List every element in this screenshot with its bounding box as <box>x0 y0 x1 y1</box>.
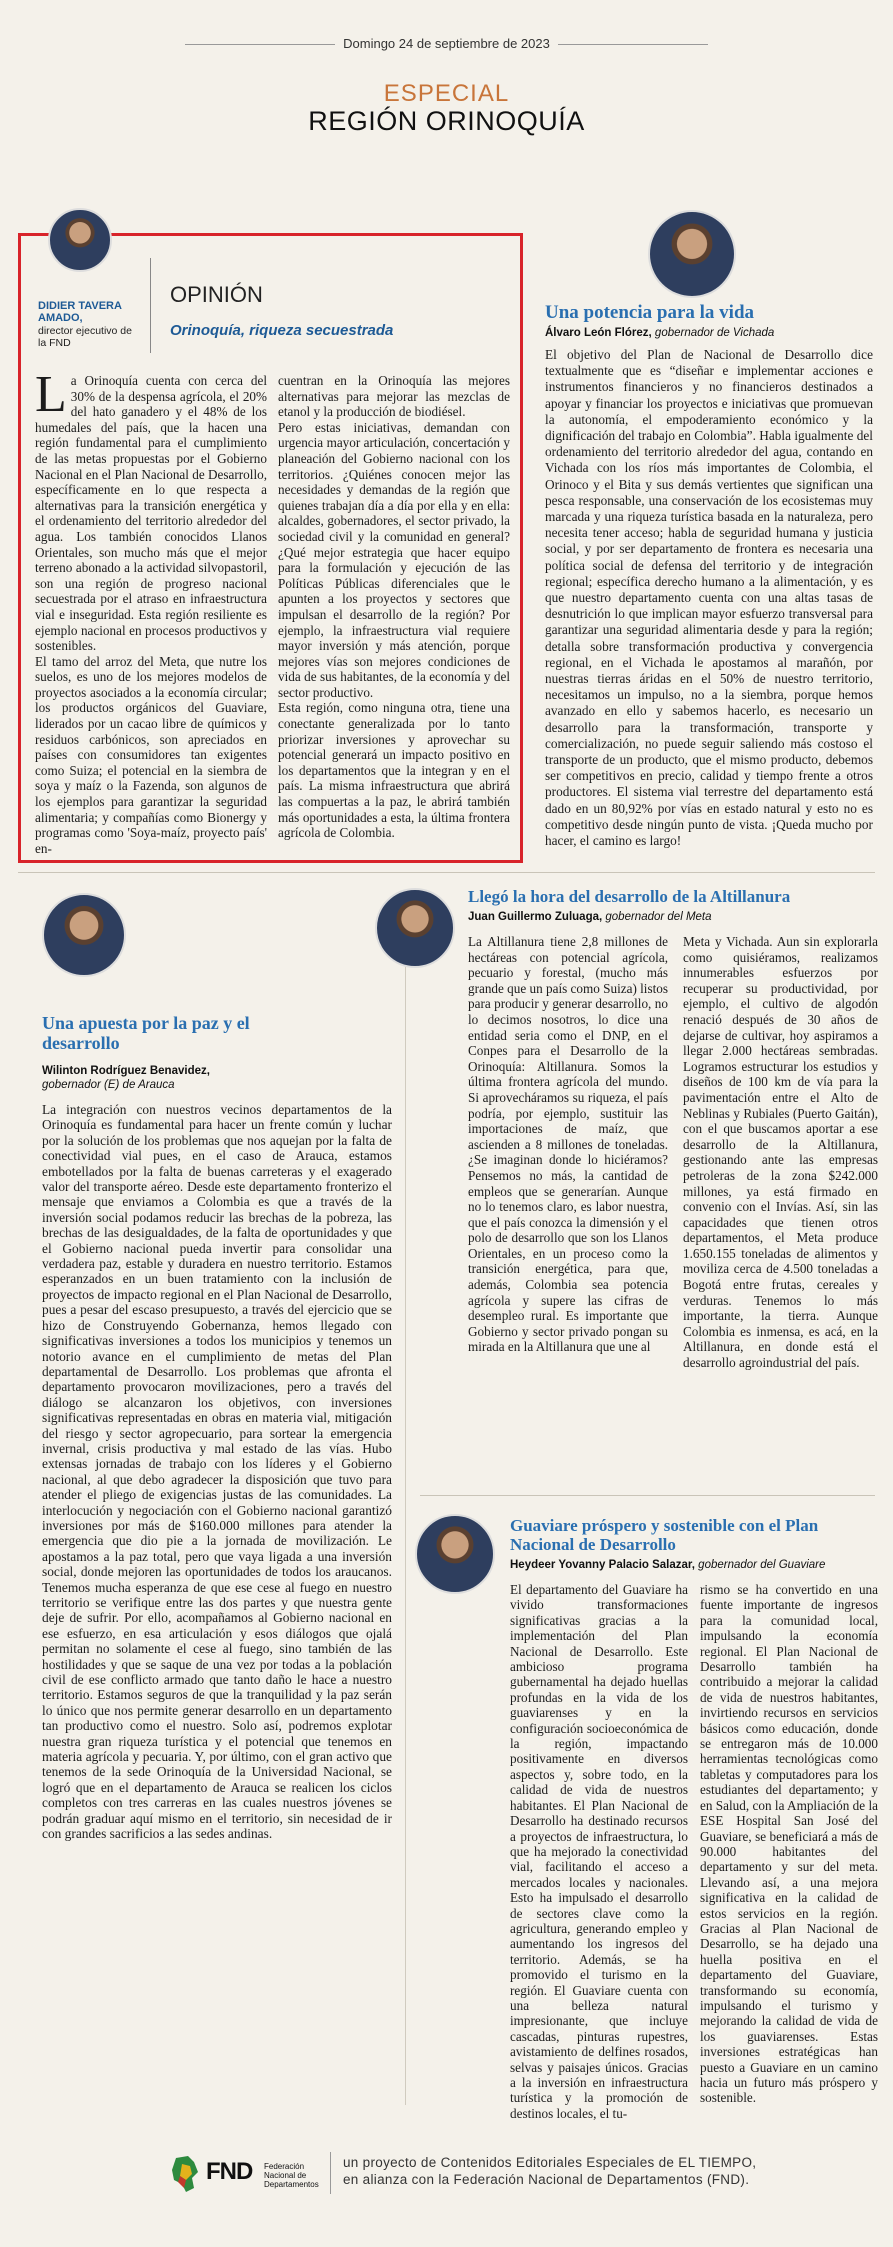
opinion-paragraph-1: a Orinoquía cuenta con cerca del 30% de la despensa agrícola, el 20% del hato ganadero y el 48% de los humedales del país, que la hacen una región fundamental para el cumplimiento de las metas propuestas por el Gobierno Nacional en el Plan Nacional de Desarrollo, específicamente en lo que respecta a alternativas para la transición energética y el ordenamiento del territorio alrededor del agua. Los también conocidos Llanos Orientales, son mucho más que el mejor terreno abonado a la actividad silvopastoril, son una región de progreso nacional secuestrada por el atraso en infraestructura vial e inseguridad. Esta región resiliente es ejemplo nacional en procesos productivos y sostenibles. <box>35 373 267 654</box>
vichada-headline: Una potencia para la vida <box>545 302 755 323</box>
guaviare-column-2 <box>700 1582 878 2107</box>
footer-credits <box>343 2154 793 2188</box>
arauca-author-name: Wilinton Rodríguez Benavidez, <box>42 1065 210 1077</box>
arauca-paragraph: La integración con nuestros vecinos departamentos de la Orinoquía es fundamental para hacer un frente común y luchar por la solución de los problemas que nos aquejan por la falta de conectividad vial pues, en el caso de Arauca, estamos embotellados por la falta de buenas carreteras y el exagerado valor del transporte aéreo. Desde este departamento fronterizo el mensaje que enviamos a Colombia es que a través de la inversión social podamos reducir las brechas de la pobreza, las brechas de las desigualdades, de la falta de oportunidades y que el Gobierno nacional pueda invertir para consolidar una verdadera paz, estable y duradera en nuestro territorio. Estamos esperanzados en un buen tratamiento con la inclusión de proyectos de impacto regional en el Plan Nacional de Desarrollo, pues a pesar del escaso presupuesto, a través del ejercicio que se hizo de Construyendo Gobernanza, hemos llegado con significativas inversiones a todos los municipios y tenemos un notorio avance en el cumplimiento de metas del Plan departamental de Desarrollo. Los problemas que afronta el departamento provocaron movilizaciones, pero a través del diálogo se alcanzaron los objetivos, con inversiones significativas representadas en obras en materia vial, mitigación del riesgo y sector agropecuario, para sortear la emergencia invernal, crisis productiva y mal estado de las vías. Hubo extensas jornadas de trabajo con los líderes y el Gobierno nacional, al que debo agradecer la disposición que tuvo para atender el pliego de exigencias justas de las comunidades. La interlocución y negociación con el Gobierno nacional garantizó inversiones por más de $160.000 millones para atender la emergencia que dio pie a la jornada de movilización. Le apostamos a la paz total, pero que vaya ligada a una inversión social, donde mejoren las oportunidades de todos los araucanos. Tenemos mucha esperanza de que ese cese al fuego en nuestro territorio se verifique entre las dos partes y que nuestra gente deje de sufrir. Por ello, acompañamos al Gobierno nacional en ese esfuerzo, en esa articulación y esos diálogos que ojalá permitan no solamente el cese al fuego, sino también de las hostilidades y que se saque de una vez por todas a la población civil de ese conflicto armado que tanto daño le hace a nuestro territorio. Estamos seguros de que la tranquilidad y la paz serán lo único que nos permite generar desarrollo en un departamento tan productivo como el nuestro. Solo así, podremos explotar nuestra gran riqueza turística y el potencial que tenemos en materia agrícola y pecuaria. Y, por último, con el gran activo que tenemos de la sede Orinoquía de la Universidad Nacional, se logró que en el departamento de Arauca se realicen los ciclos completos con tres carreras en las cuales nuestros jóvenes se podrán graduar aquí mismo en el territorio, sin necesidad de ir con grandes sacrificios a las sedes andinas. <box>42 1102 392 1842</box>
meta-paragraph-1: La Altillanura tiene 2,8 millones de hectáreas con potencial agrícola, pecuario y forestal, (mucho más grande que un país como Suiza) listos para producir y generar desarrollo, no lo decimos nosotros, lo dice una entidad seria como el DNP, en el Conpes para el Desarrollo de la Orinoquía: Altillanura. Somos la última frontera agrícola del mundo. Si aprovecháramos su riqueza, el país podría, por ejemplo, sustituir las importaciones de maíz, que ascienden a 8 millones de toneladas. ¿Se imaginan donde lo hiciéramos? Pensemos no más, la cantidad de empleos que se generarían. Aunque no lo tenemos claro, es labor nuestra, que el país conozca la dimensión y el polo de desarrollo que son los Llanos Orientales, en un proceso como la transición energética, para que, además, Colombia sea potencia agrícola y supere las cifras de desempleo rural. Es importante que Gobierno y sector privado pongan su mirada en la Altillanura que une al <box>468 934 668 1355</box>
arauca-author <box>42 1064 282 1092</box>
vichada-author <box>545 327 875 339</box>
opinion-author-role: director ejecutivo de la FND <box>38 325 132 349</box>
footer-line-1: un proyecto de Contenidos Editoriales Especiales de EL TIEMPO, <box>343 2155 757 2170</box>
opinion-paragraph-2: El tamo del arroz del Meta, que nutre los suelos, es uno de los mejores modelos de proyectos asociados a la economía circular; los productos orgánicos del Guaviare, liderados por un cacao libre de químicos y residuos carbónicos, son apreciados en países con consumidores tan exigentes como Suiza; el potencial en la siembra de soya y maíz o la Fazenda, son algunos de los ejemplos para garantizar la seguridad alimentaria; y compañías como Bionergy y programas como 'Soya-maíz, proyecto país' en- <box>35 653 267 856</box>
guaviare-author-role: gobernador del Guaviare <box>698 1559 826 1571</box>
opinion-vertical-rule <box>150 258 151 353</box>
guaviare-author-name: Heydeer Yovanny Palacio Salazar, <box>510 1559 695 1571</box>
opinion-author-name: DIDIER TAVERA AMADO, <box>38 300 122 324</box>
opinion-headline: Orinoquía, riqueza secuestrada <box>170 322 394 339</box>
page-title: REGIÓN ORINOQUÍA <box>308 106 585 136</box>
vichada-paragraph: El objetivo del Plan de Nacional de Desarrollo dice textualmente que es “diseñar e implementar acciones e instrumentos financieros y no financieros destinados a apoyar y financiar los proyectos e iniciativas que promuevan la autonomía, el empoderamiento económico y la dignificación del trabajo en Colombia”. Habla igualmente del ordenamiento del territorio alrededor del agua, contando en Vichada con los ríos más importantes de Colombia, el Orinoco y el Bita y sus demás vertientes que significan una pesca responsable, una conservación de los ecosistemas muy marcada y una riqueza turística basada en la naturaleza, pero necesita tener acceso; habla de seguridad humana y justicia social, y por ser departamento de frontera es necesaria una política social de defensa del territorio y de integración regional; específica derecho humano a la alimentación, y es que nuestro departamento cuenta con una altas tasas de desnutrición lo que implican mayor esfuerzo transversal para garantizar una seguridad alimentaria desde y para la región; detalla sobre transformación productiva y convergencia regional, en el Vichada le apostamos al marañón, por nuestras tierras áridas en el 50% de nuestro territorio, necesitamos un impulso, no a la siembra, porque hemos avanzado en ello y sabemos hacerlo, es necesario un desarrollo para la transformación, transporte y comercialización, no puede seguir saliendo más costoso el transporte de un producto, que el mismo producto, debemos ser competitivos en precio, calidad y tiempo frente a otros productores. El sistema vial terrestre del departamento está dado en un 80,92% por vías en estado natural y esto no es competitivo desde ningún punto de vista. ¡Queda mucho por hacer, el camino es largo! <box>545 347 873 849</box>
guaviare-author <box>510 1559 880 1571</box>
opinion-paragraph-5: Esta región, como ninguna otra, tiene una conectante generalizada por lo tanto priorizar inversiones y aprovechar su potencial generará un impacto positivo en los departamentos que la integran y en el país. La misma infraestructura que abrirá las compuertas a la paz, le abrirá también más oportunidades a esta, la última frontera agrícola de Colombia. <box>278 700 510 841</box>
vichada-author-name: Álvaro León Flórez, <box>545 327 652 339</box>
fnd-logo-subtitle: Federación Nacional de Departamentos <box>264 2162 319 2189</box>
opinion-column-1 <box>35 366 267 856</box>
guaviare-column-1 <box>510 1582 688 2121</box>
opinion-paragraph-4: Pero estas iniciativas, demandan con urgencia mayor articulación, concertación y planeación del Gobierno nacional con los territorios. ¿Quiénes conocen mejor las necesidades y demandas de la región que quienes trabajan día a día por ella y en ella: alcaldes, gobernadores, el sector privado, la sociedad civil y la comunidad en general? ¿Qué mejor estrategia que hacer equipo para la formulación y ejecución de las Políticas Públicas diferenciales que le apunten a los proyectos y sectores que impulsan el desarrollo de la región? Por ejemplo, la infraestructura vial requiere mayor inversión y más atención, porque mejores vías son mejores condiciones de vida de sus habitantes, de la economía y del sector productivo. <box>278 419 510 700</box>
dateline-rule-right <box>558 44 708 45</box>
section-divider <box>18 872 875 873</box>
column-rule <box>405 890 406 2105</box>
meta-headline: Llegó la hora del desarrollo de la Altillanura <box>468 887 791 906</box>
fnd-logo <box>168 2150 318 2200</box>
guaviare-paragraph-1: El departamento del Guaviare ha vivido transformaciones significativas gracias a la implementación del Plan Nacional de Desarrollo. Este ambicioso programa gubernamental ha dejado huellas profundas en la vida de los guaviarenses y en la configuración socioeconómica de la región, impactando positivamente en diversos aspectos y, sobre todo, en la calidad de vida de nuestros habitantes. El Plan Nacional de Desarrollo ha destinado recursos a proyectos de infraestructura, lo que ha mejorado la conectividad vial, facilitando el acceso a mercados locales y nacionales. Esto ha impulsado el desarrollo de sectores clave como la agricultura, generando empleo y aumentando los ingresos del territorio. Además, se ha promovido el turismo en la región. El Guaviare cuenta con una belleza natural impresionante, que incluye cascadas, pinturas rupestres, avistamiento de delfines rosados, selvas y paisajes únicos. Gracias a la inversión en infraestructura turística y la promoción de destinos locales, el tu- <box>510 1582 688 2121</box>
meta-author-role: gobernador del Meta <box>605 911 712 923</box>
arauca-author-photo <box>42 893 126 977</box>
vichada-author-role: gobernador de Vichada <box>654 327 775 339</box>
arauca-author-role: gobernador (E) de Arauca <box>42 1079 175 1091</box>
footer-rule <box>330 2152 331 2194</box>
vichada-author-photo <box>648 210 736 298</box>
guaviare-headline: Guaviare próspero y sostenible con el Plan Nacional de Desarrollo <box>510 1516 819 1554</box>
section-label: ESPECIAL <box>383 80 510 107</box>
guaviare-author-photo <box>415 1514 495 1594</box>
meta-guaviare-divider <box>420 1495 875 1496</box>
guaviare-paragraph-2: rismo se ha convertido en una fuente importante de ingresos para la comunidad local, impulsando la economía regional. El Plan Nacional de Desarrollo también ha contribuido a mejorar la calidad de vida de nuestros habitantes, invirtiendo recursos en servicios básicos como educación, donde se entregaron más de 10.000 herramientas tecnológicas como tabletas y computadores para los estudiantes del departamento; y en Salud, con la Ampliación de la ESE Hospital San José del Guaviare, se beneficiará a más de 90.000 habitantes del departamento y sur del meta. Llevando así, a una mejora significativa en la calidad de estos servicios en la región. Gracias al Plan Nacional de Desarrollo, se ha dejado una huella positiva en el departamento del Guaviare, transformando su economía, impulsando el turismo y mejorando la calidad de vida de los guaviarenses. Estas inversiones estratégicas han puesto a Guaviare en un camino hacia un futuro más próspero y sostenible. <box>700 1582 878 2106</box>
opinion-author-photo <box>48 208 112 272</box>
date-text: Domingo 24 de septiembre de 2023 <box>343 36 550 51</box>
arauca-body <box>42 1102 392 2104</box>
meta-paragraph-2: Meta y Vichada. Aun sin explorarla como quisiéramos, realizamos innumerables esfuerzos por recuperar su productividad, por ejemplo, el cultivo de algodón renació después de 30 años de dejarse de cultivar, hoy aspiramos a llegar 2.000 hectáreas sembradas. Logramos estructurar los estudios y diseños de 100 km de vía para la pavimentación entre el Alto de Neblinas y Rubiales (Puerto Gaitán), con el que buscamos aportar a ese desarrollo de la Altillanura, gestionando ante las empresas petroleras de la zona $242.000 millones, ya está firmado en convenio con el Invías. Así, sin las capacidades que tienen otros departamentos, el Meta produce 1.650.155 toneladas de alimentos y moviliza cerca de 4.500 toneladas a Bogotá entre frutas, cereales y verduras. Tenemos lo más importante, la tierra. Aunque Colombia es inmensa, es acá, en la Altillanura, en donde está el desarrollo agroindustrial del país. <box>683 934 878 1371</box>
opinion-paragraph-3: cuentran en la Orinoquía las mejores alternativas para mejorar las mezclas de etanol y la producción de biodiésel. <box>278 373 510 420</box>
footer-line-2: en alianza con la Federación Nacional de Departamentos (FND). <box>343 2172 750 2187</box>
dateline <box>0 36 893 51</box>
meta-author <box>468 911 878 923</box>
meta-author-photo <box>375 888 455 968</box>
meta-column-2 <box>683 934 878 1474</box>
opinion-label: OPINIÓN <box>170 282 263 307</box>
vichada-body <box>545 347 873 855</box>
meta-author-name: Juan Guillermo Zuluaga, <box>468 911 603 923</box>
colombia-map-icon <box>168 2154 202 2194</box>
arauca-headline: Una apuesta por la paz y el desarrollo <box>42 1013 250 1053</box>
opinion-dropcap: L <box>35 366 67 423</box>
opinion-column-2 <box>278 373 510 855</box>
meta-column-1 <box>468 934 668 1474</box>
dateline-rule-left <box>185 44 335 45</box>
fnd-logo-text: FND <box>206 2158 253 2185</box>
